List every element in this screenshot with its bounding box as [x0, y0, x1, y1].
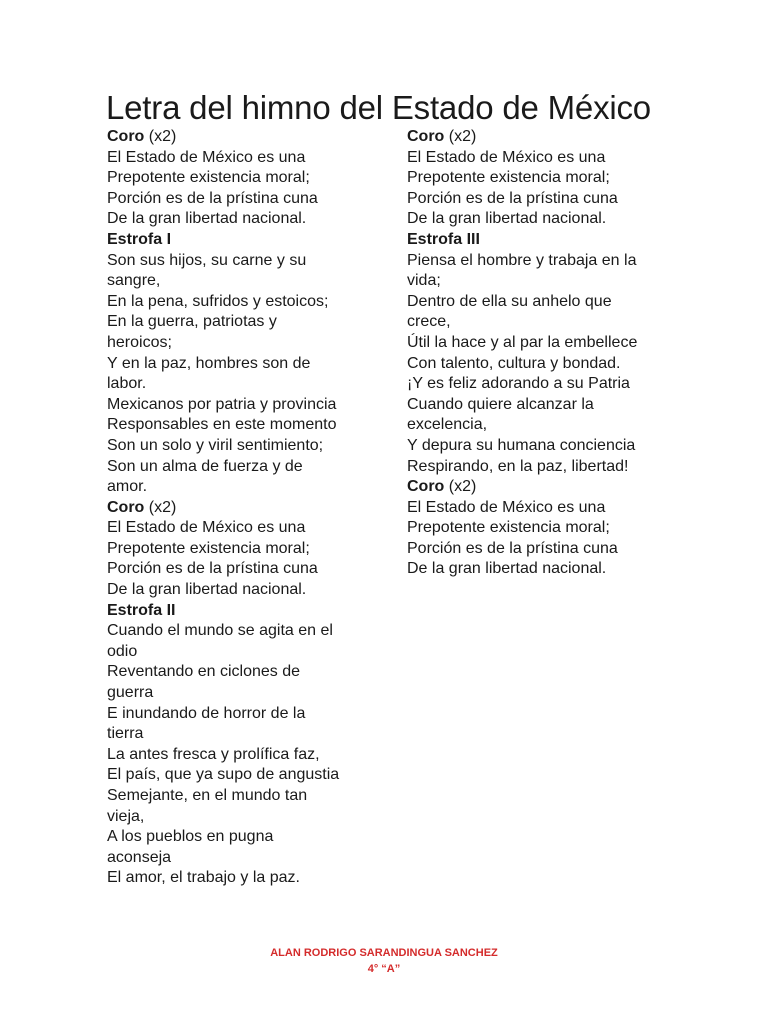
verse-line: El Estado de México es una	[107, 148, 306, 166]
verse-line: crece,	[407, 313, 451, 331]
verse-line: aconseja	[107, 848, 172, 866]
section-coro	[407, 477, 677, 580]
verse-line: E inundando de horror de la	[107, 704, 306, 722]
verse-line: Son un solo y viril sentimiento;	[107, 436, 324, 454]
verse-line: Porción es de la prístina cuna	[107, 560, 318, 578]
section-estrofa-i	[107, 230, 382, 498]
verse-line: ¡Y es feliz adorando a su Patria	[407, 375, 630, 393]
section-coro	[107, 127, 382, 230]
verse-line: A los pueblos en pugna	[107, 828, 274, 846]
section-estrofa-ii	[107, 601, 382, 889]
section-heading	[407, 127, 677, 148]
section-heading	[107, 601, 382, 622]
repeat-marker: (x2)	[144, 128, 177, 145]
verse-line: vieja,	[107, 807, 145, 825]
section-heading-label: Coro	[107, 498, 145, 516]
verse-line: El Estado de México es una	[407, 148, 606, 166]
section-heading-label: Estrofa III	[407, 230, 480, 248]
verse-line: La antes fresca y prolífica faz,	[107, 745, 320, 763]
verse-line: Y en la paz, hombres son de	[107, 354, 311, 372]
section-heading-label: Coro	[407, 478, 445, 496]
verse-line: De la gran libertad nacional.	[107, 581, 307, 599]
verse-line: El Estado de México es una	[407, 498, 606, 516]
section-heading	[407, 230, 677, 251]
section-coro	[107, 498, 382, 601]
verse-line: heroicos;	[107, 333, 172, 351]
verse-line: Porción es de la prístina cuna	[407, 539, 618, 557]
section-heading	[107, 127, 382, 148]
verse-line: En la pena, sufridos y estoicos;	[107, 292, 329, 310]
verse-line: En la guerra, patriotas y	[107, 313, 277, 331]
verse-line: Mexicanos por patria y provincia	[107, 395, 337, 413]
verse-line: Respirando, en la paz, libertad!	[407, 457, 629, 475]
section-heading	[407, 477, 677, 498]
grade-label: 4° “A”	[367, 963, 401, 975]
verse-line: El Estado de México es una	[107, 519, 306, 537]
left-column	[107, 127, 382, 889]
verse-line: El amor, el trabajo y la paz.	[107, 869, 300, 887]
verse-line: odio	[107, 642, 138, 660]
section-heading-label: Coro	[407, 128, 445, 145]
verse-line: sangre,	[107, 272, 161, 290]
verse-line: labor.	[107, 375, 147, 393]
verse-line: vida;	[407, 272, 441, 290]
section-heading	[107, 498, 382, 519]
verse-line: Reventando en ciclones de	[107, 663, 301, 681]
footer	[0, 945, 768, 977]
verse-line: Prepotente existencia moral;	[107, 169, 310, 187]
verse-line: Dentro de ella su anhelo que	[407, 292, 612, 310]
verse-line: amor.	[107, 478, 148, 496]
verse-line: Prepotente existencia moral;	[107, 539, 310, 557]
verse-line: De la gran libertad nacional.	[407, 210, 607, 228]
verse-line: Responsables en este momento	[107, 416, 337, 434]
section-coro	[407, 127, 677, 230]
verse-line: Prepotente existencia moral;	[407, 169, 610, 187]
verse-line: excelencia,	[407, 416, 488, 434]
verse-line: Con talento, cultura y bondad.	[407, 354, 621, 372]
verse-line: guerra	[107, 684, 154, 702]
verse-line: Porción es de la prístina cuna	[107, 189, 318, 207]
verse-line: Y depura su humana conciencia	[407, 436, 636, 454]
verse-line: tierra	[107, 725, 144, 743]
verse-line: Son sus hijos, su carne y su	[107, 251, 307, 269]
repeat-marker: (x2)	[444, 128, 477, 145]
verse-line: Prepotente existencia moral;	[407, 519, 610, 537]
repeat-marker: (x2)	[144, 498, 177, 516]
verse-line: El país, que ya supo de angustia	[107, 766, 340, 784]
verse-line: Porción es de la prístina cuna	[407, 189, 618, 207]
author-name: ALAN RODRIGO SARANDINGUA SANCHEZ	[270, 947, 498, 959]
verse-line: De la gran libertad nacional.	[107, 210, 307, 228]
section-heading	[107, 230, 382, 251]
verse-line: Cuando el mundo se agita en el	[107, 622, 333, 640]
repeat-marker: (x2)	[444, 478, 477, 496]
verse-line: Semejante, en el mundo tan	[107, 787, 308, 804]
verse-line: Útil la hace y al par la embellece	[407, 333, 638, 351]
verse-line: Piensa el hombre y trabaja en la	[407, 251, 637, 269]
section-heading-label: Estrofa II	[107, 601, 176, 619]
section-estrofa-iii	[407, 230, 677, 477]
section-heading-label: Estrofa I	[107, 230, 172, 248]
verse-line: Son un alma de fuerza y de	[107, 457, 303, 475]
section-heading-label: Coro	[107, 128, 145, 145]
verse-line: Cuando quiere alcanzar la	[407, 395, 594, 413]
document-title: Letra del himno del Estado de México	[106, 89, 651, 126]
right-column	[407, 127, 677, 580]
verse-line: De la gran libertad nacional.	[407, 560, 607, 578]
